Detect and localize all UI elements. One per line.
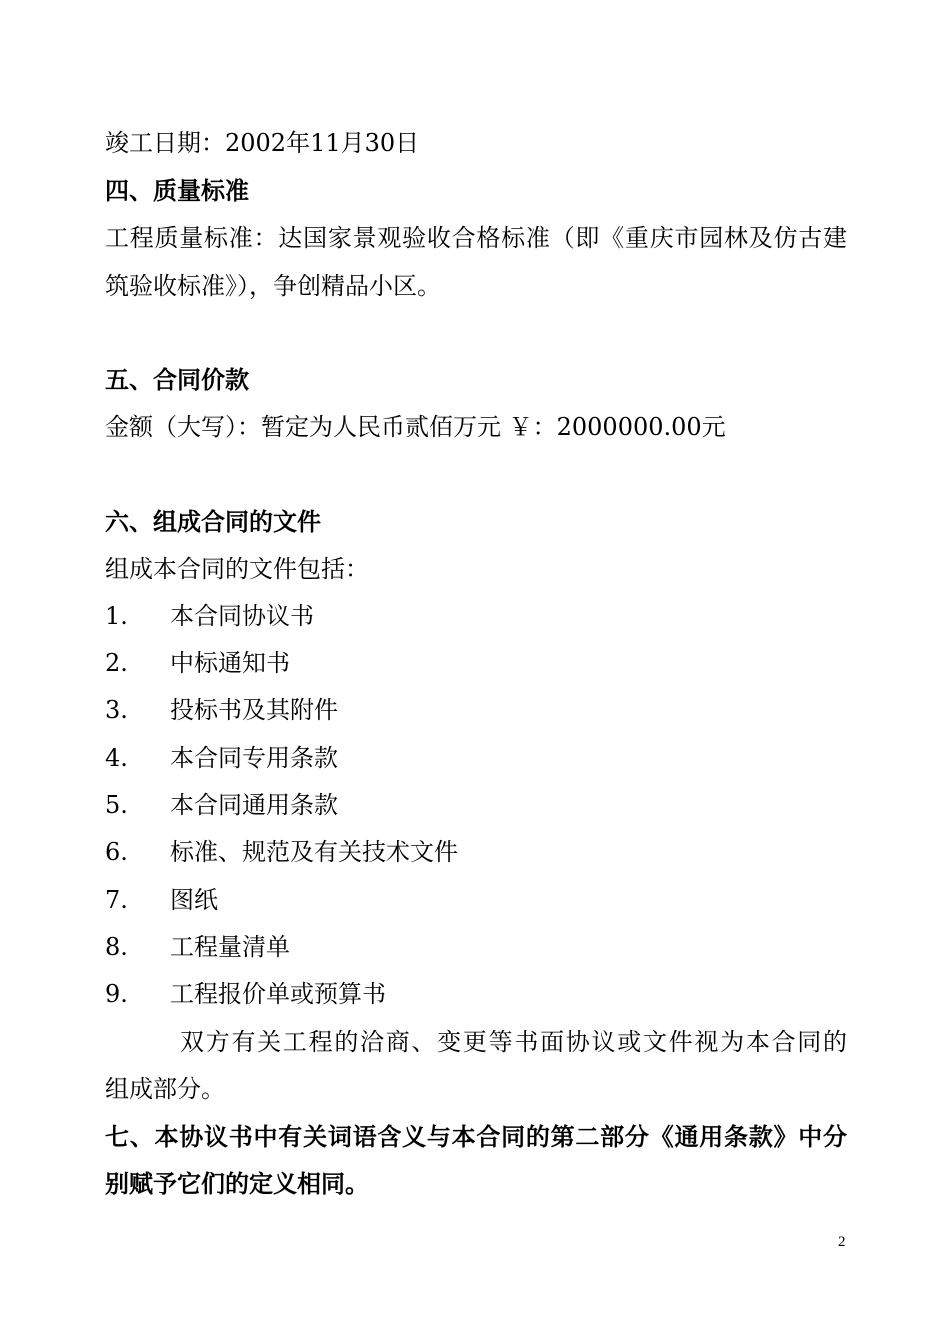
section-7-line-2: 别赋予它们的定义相同。: [105, 1170, 369, 1198]
contract-amount: 金额（大写）：暂定为人民币贰佰万元 ￥：2000000.00元: [105, 413, 726, 441]
list-item-number: 9.: [105, 980, 128, 1008]
list-item-number: 3.: [105, 696, 128, 724]
section-4-heading: 四、质量标准: [105, 177, 249, 205]
documents-note-line-1: 双方有关工程的洽商、变更等书面协议或文件视为本合同的: [180, 1028, 847, 1056]
list-item-text: 本合同通用条款: [170, 791, 338, 819]
completion-date: 竣工日期：2002年11月30日: [105, 129, 420, 157]
list-item-number: 2.: [105, 649, 128, 677]
list-item-number: 8.: [105, 933, 128, 961]
list-item-number: 6.: [105, 838, 128, 866]
list-item: [105, 647, 290, 679]
page-number: 2: [838, 1234, 846, 1250]
list-item-number: 5.: [105, 791, 128, 819]
list-item: [105, 694, 338, 726]
list-item-number: 7.: [105, 886, 128, 914]
documents-note-line-2: 组成部分。: [105, 1075, 225, 1103]
list-item: [105, 978, 386, 1010]
list-item: [105, 742, 338, 774]
list-item: [105, 789, 338, 821]
list-item-text: 本合同专用条款: [170, 744, 338, 772]
list-item-number: 4.: [105, 744, 128, 772]
list-item-text: 投标书及其附件: [170, 696, 338, 724]
list-item-text: 图纸: [170, 886, 218, 914]
list-item-text: 中标通知书: [170, 649, 290, 677]
list-item-text: 本合同协议书: [170, 602, 314, 630]
list-item: [105, 836, 458, 868]
list-item-text: 工程量清单: [170, 933, 290, 961]
section-5-heading: 五、合同价款: [105, 366, 249, 394]
list-item-number: 1.: [105, 602, 128, 630]
list-item-text: 工程报价单或预算书: [170, 980, 386, 1008]
section-7-line-1: 七、本协议书中有关词语含义与本合同的第二部分《通用条款》中分: [105, 1123, 847, 1151]
list-item: [105, 600, 314, 632]
documents-intro: 组成本合同的文件包括：: [105, 555, 369, 583]
list-item: [105, 884, 218, 916]
list-item: [105, 931, 290, 963]
section-6-heading: 六、组成合同的文件: [105, 508, 321, 536]
list-item-text: 标准、规范及有关技术文件: [170, 838, 458, 866]
quality-standard-line-1: 工程质量标准：达国家景观验收合格标准（即《重庆市园林及仿古建: [105, 224, 847, 252]
quality-standard-line-2: 筑验收标准》），争创精品小区。: [105, 272, 441, 300]
